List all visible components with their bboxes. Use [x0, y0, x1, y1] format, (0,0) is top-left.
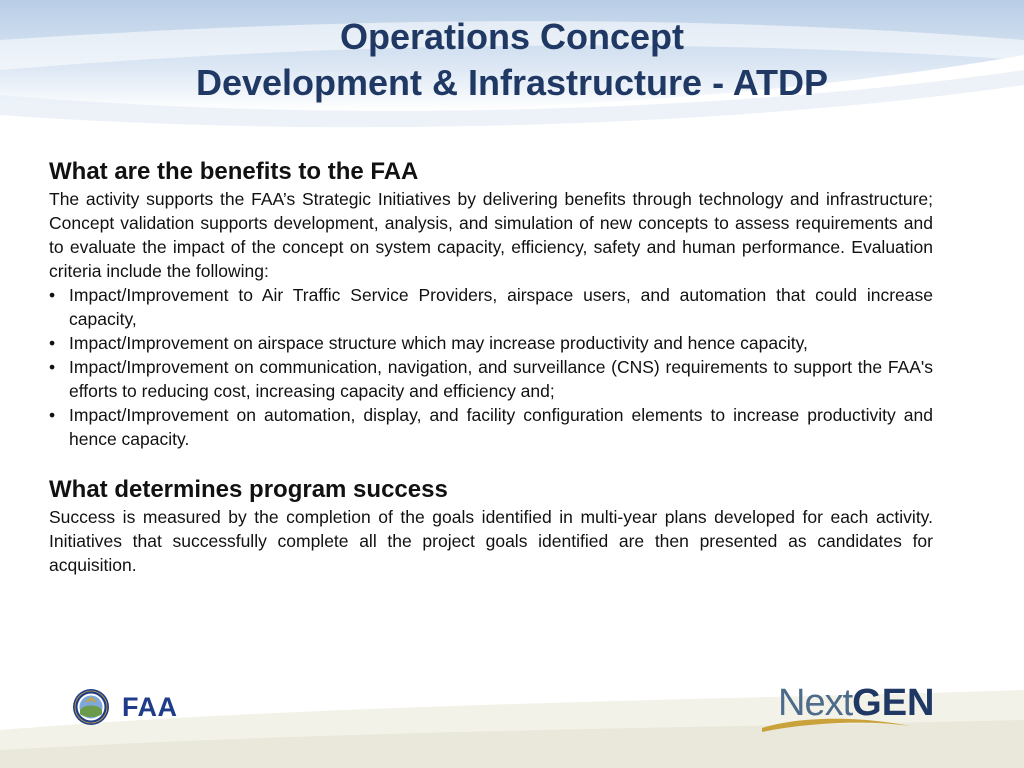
- bullet-icon: •: [49, 285, 56, 305]
- list-item: [49, 403, 933, 451]
- faa-wordmark: FAA: [122, 692, 178, 722]
- bullet-text: Impact/Improvement to Air Traffic Service Providers, airspace users, and automation that could increase capacity,: [69, 285, 933, 329]
- faa-seal-icon: [72, 688, 110, 726]
- benefits-criteria-list: [49, 283, 933, 451]
- list-item: [49, 283, 933, 331]
- bullet-text: Impact/Improvement on airspace structure which may increase productivity and hence capacity,: [69, 333, 808, 353]
- faa-logo: [72, 688, 192, 728]
- bullet-text: Impact/Improvement on automation, display, and facility configuration elements to increase productivity and hence capacity.: [69, 405, 933, 449]
- list-item: [49, 355, 933, 403]
- bullet-icon: •: [49, 405, 56, 425]
- slide-content: [49, 157, 933, 577]
- nextgen-logo: [760, 676, 955, 736]
- bullet-icon: •: [49, 333, 56, 353]
- bullet-text: Impact/Improvement on communication, navigation, and surveillance (CNS) requirements to support the FAA's efforts to reducing cost, increasing capacity and efficiency and;: [69, 357, 933, 401]
- nextgen-gen-text: GEN: [852, 682, 935, 724]
- title-line-2: Development & Infrastructure - ATDP: [195, 62, 829, 103]
- nextgen-next-text: Next: [778, 682, 853, 724]
- section-spacer: [49, 451, 933, 475]
- page-title: [0, 14, 1024, 106]
- nextgen-wordmark: [778, 682, 935, 724]
- bullet-icon: •: [49, 357, 56, 377]
- title-line-1: Operations Concept: [339, 16, 685, 57]
- benefits-heading: What are the benefits to the FAA: [49, 158, 419, 185]
- success-heading: What determines program success: [49, 476, 448, 503]
- benefits-intro: The activity supports the FAA’s Strategic Initiatives by delivering benefits through technology and infrastructure; Concept validation supports development, analysis, and simulation of new concepts to assess requirements and to evaluate the impact of the concept on system capacity, efficiency, safety and human performance. Evaluation criteria include the following:: [49, 189, 933, 281]
- list-item: [49, 331, 933, 355]
- success-body: Success is measured by the completion of the goals identified in multi-year plans developed for each activity. Initiatives that successfully complete all the project goals identified are then presented as candidates for acquisition.: [49, 507, 933, 575]
